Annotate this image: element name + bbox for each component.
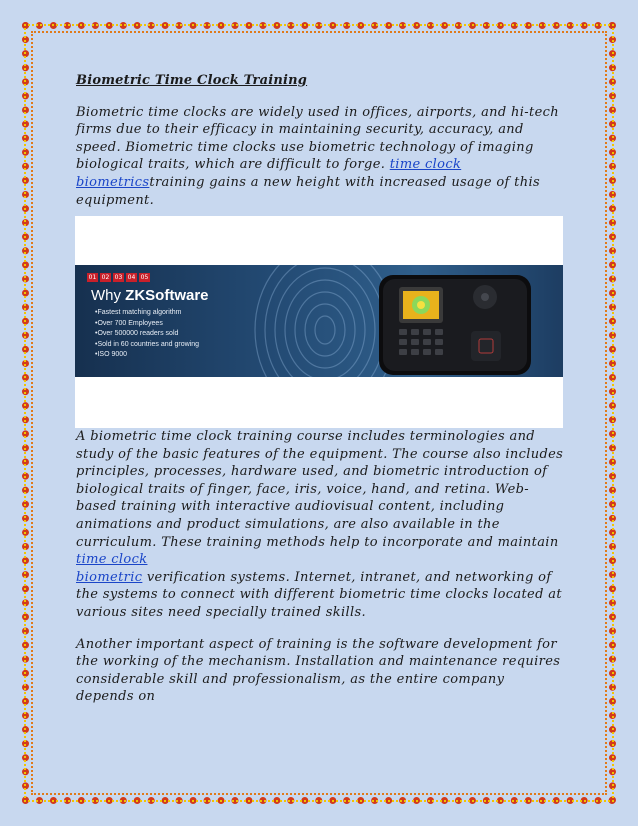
banner-image	[75, 216, 563, 428]
paragraph-course-text: A biometric time clock training course includes terminologies and study of the basic features of the equipment. The course also includes principles, processes, hardware used, and biometric introduction of biological traits of finger, face, iris, voice, hand, and retina. Web-based training with interactive audiovisual content, including animations and product simulations, are also available in the curriculum. These training methods help to incorporate and maintain	[76, 429, 564, 550]
banner-bullet: • Fastest matching algorithm	[95, 308, 199, 319]
banner-brand: ZKSoftware	[125, 287, 209, 304]
document-title: Biometric Time Clock Training	[76, 73, 308, 88]
banner-tab: 01	[88, 274, 97, 281]
banner-why: Why	[91, 287, 121, 304]
banner-tab: 02	[101, 274, 110, 281]
document-body-lower	[76, 428, 566, 720]
link-time-clock-biometrics[interactable]: time clock biometrics	[76, 157, 462, 190]
paragraph-intro-tail: training gains a new height with increased usage of this equipment.	[76, 174, 541, 208]
banner-tab: 05	[140, 274, 149, 281]
banner-tab: 04	[127, 274, 136, 281]
paragraph-course-tail: verification systems. Internet, intranet, and networking of the systems to connect with different biometric time clocks located at various sites need specially trained skills.	[76, 569, 562, 620]
banner-bullets	[95, 308, 199, 361]
time-clock-device-image	[375, 269, 535, 377]
banner-bullet: • Over 500000 readers sold	[95, 329, 199, 340]
banner-tabs	[87, 273, 150, 282]
link-time-clock-biometric-line1: time clock	[76, 552, 148, 568]
paragraph-software: Another important aspect of training is the software development for the working of the mechanism. Installation and maintenance requires considerable skill and professionalism, as the entire company depends on	[76, 636, 561, 705]
banner-bullet: • Over 700 Employees	[95, 319, 199, 330]
banner-headline	[91, 287, 209, 304]
paragraph-intro-text: Biometric time clocks are widely used in offices, airports, and hi-tech firms due to their efficacy in maintaining security, accuracy, and speed. Biometric time clocks use biometric technology of imaging biological traits, which are difficult to forge.	[76, 104, 559, 173]
document-body	[76, 72, 566, 223]
paragraph-course	[76, 428, 566, 622]
banner-bullet: • Sold in 60 countries and growing	[95, 340, 199, 351]
banner-tab: 03	[114, 274, 123, 281]
link-time-clock-biometric[interactable]	[76, 552, 147, 585]
link-time-clock-biometric-line2: biometric	[76, 569, 143, 585]
zksoftware-banner	[75, 265, 563, 377]
banner-bullet: • ISO 9000	[95, 350, 199, 361]
paragraph-intro	[76, 104, 566, 210]
